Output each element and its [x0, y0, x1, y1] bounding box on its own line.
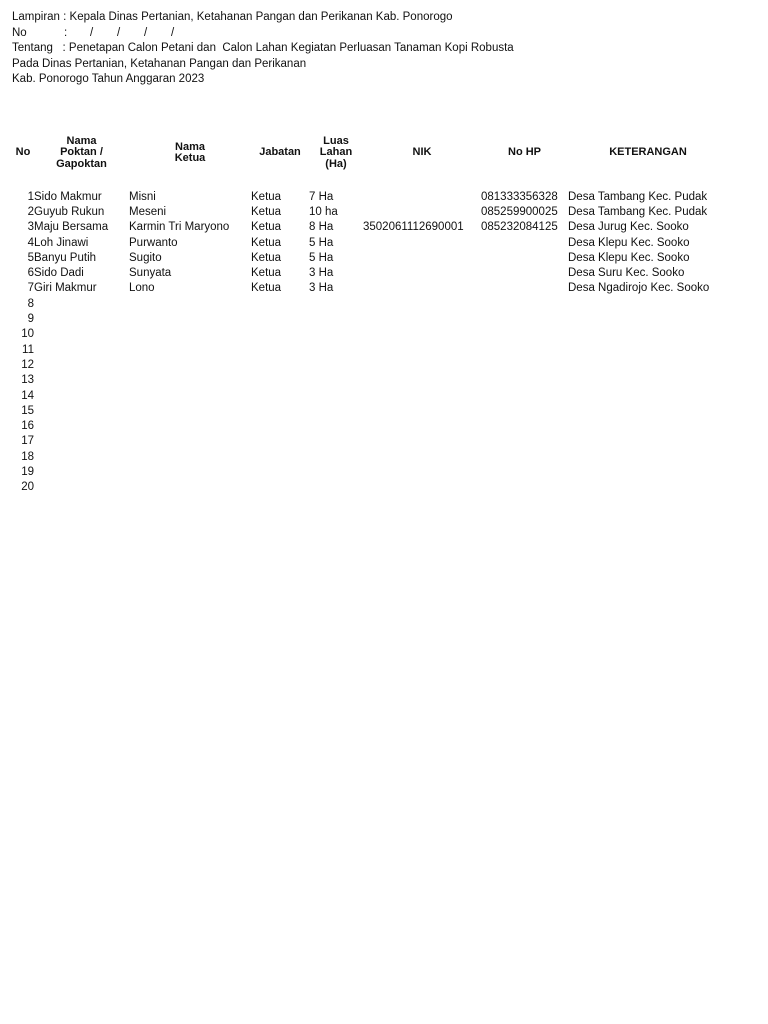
header-line: Ketua: [174, 152, 206, 164]
cell-luas-lahan: [309, 403, 363, 418]
cell-no: 8: [27, 297, 34, 310]
cell-nama-ketua: [129, 311, 251, 326]
nomor-slash: /: [117, 26, 121, 39]
lampiran-line: Lampiran : Kepala Dinas Pertanian, Ketahanan Pangan dan Perikanan Kab. Ponorogo: [12, 11, 453, 23]
cell-keterangan: Desa Suru Kec. Sooko: [568, 267, 685, 280]
cell-no: 18: [21, 450, 34, 463]
table-body: [12, 172, 728, 495]
cell-nama-ketua: [129, 480, 251, 495]
nomor-slash: /: [144, 26, 148, 39]
cell-nik: [363, 189, 481, 204]
cell-luas-lahan: [309, 388, 363, 403]
header-line: Nama: [175, 140, 205, 153]
nomor-slash: /: [90, 26, 94, 39]
cell-no-hp: 081333356328: [481, 190, 558, 203]
cell-jabatan: [251, 296, 309, 311]
cell-no: 16: [21, 420, 34, 433]
header-line: Poktan /: [60, 146, 103, 159]
cell-nama-ketua: [129, 388, 251, 403]
cell-luas-lahan: [309, 311, 363, 326]
table-row: [12, 296, 728, 311]
cell-nama-ketua: [129, 434, 251, 449]
cell-no-hp: [481, 281, 568, 296]
cell-keterangan: Desa Klepu Kec. Sooko: [568, 236, 690, 249]
cell-nama-poktan: Maju Bersama: [34, 221, 109, 234]
cell-nama-poktan: Sido Dadi: [34, 267, 84, 280]
table-row: [12, 434, 728, 449]
cell-nama-poktan: [34, 357, 129, 372]
cell-jabatan: Ketua: [251, 221, 282, 234]
cell-jabatan: Ketua: [251, 236, 282, 249]
cell-jabatan: [251, 434, 309, 449]
cell-nama-ketua: Karmin Tri Maryono: [129, 221, 230, 234]
cell-no-hp: [481, 388, 568, 403]
cell-no-hp: [481, 265, 568, 280]
table-row: [12, 220, 728, 235]
instansi-line: Pada Dinas Pertanian, Ketahanan Pangan dan Perikanan: [12, 57, 307, 70]
nomor-colon: :: [64, 26, 68, 39]
cell-no-hp: [481, 235, 568, 250]
table-row: [12, 480, 728, 495]
cell-jabatan: [251, 480, 309, 495]
cell-no-hp: [481, 311, 568, 326]
cell-nama-poktan: [34, 480, 129, 495]
cell-no: 12: [21, 358, 34, 371]
cell-luas-lahan: 10 ha: [309, 205, 338, 218]
cell-nama-poktan: Giri Makmur: [34, 282, 97, 295]
cell-no-hp: [481, 480, 568, 495]
cell-nik: [363, 235, 481, 250]
cell-jabatan: [251, 373, 309, 388]
col-header-keterangan: [568, 134, 728, 172]
cell-no-hp: [481, 327, 568, 342]
cell-jabatan: [251, 342, 309, 357]
cell-luas-lahan: [309, 480, 363, 495]
cell-keterangan: Desa Tambang Kec. Pudak: [568, 205, 708, 218]
cell-keterangan: [568, 388, 728, 403]
cell-no-hp: [481, 373, 568, 388]
cell-jabatan: Ketua: [251, 267, 282, 280]
cell-no: 15: [21, 404, 34, 417]
header-line: KETERANGAN: [609, 146, 687, 159]
table-row: [12, 235, 728, 250]
cell-nama-poktan: [34, 373, 129, 388]
cell-nama-ketua: Sugito: [129, 251, 162, 264]
cell-jabatan: Ketua: [251, 251, 282, 264]
cell-nama-poktan: Loh Jinawi: [34, 236, 89, 249]
table-spacer-row: [12, 172, 728, 189]
tentang-line: Tentang : Penetapan Calon Petani dan Calon Lahan Kegiatan Perluasan Tanaman Kopi Robusta: [12, 42, 514, 54]
header-line: Lahan: [319, 146, 353, 159]
header-line: No HP: [508, 146, 541, 159]
cell-keterangan: Desa Ngadirojo Kec. Sooko: [568, 282, 710, 295]
cell-no: 11: [22, 343, 34, 356]
cell-nik: [363, 281, 481, 296]
header-line: Luas: [323, 134, 349, 147]
cell-no-hp: [481, 250, 568, 265]
table-header-row: [12, 134, 728, 172]
cell-nama-poktan: Banyu Putih: [34, 251, 97, 264]
cell-no: 4: [27, 236, 34, 249]
col-header-luas-lahan: [309, 134, 363, 172]
cell-luas-lahan: 7 Ha: [309, 190, 334, 203]
cell-jabatan: [251, 327, 309, 342]
cell-no-hp: [481, 403, 568, 418]
cell-nama-ketua: [129, 373, 251, 388]
table-row: [12, 265, 728, 280]
cell-nama-poktan: [34, 464, 129, 479]
cell-jabatan: [251, 388, 309, 403]
col-header-no-hp: [481, 134, 568, 172]
cell-no-hp: [481, 357, 568, 372]
cell-nama-poktan: Guyub Rukun: [34, 205, 105, 218]
cell-keterangan: Desa Tambang Kec. Pudak: [568, 190, 708, 203]
table-row: [12, 250, 728, 265]
cell-nama-ketua: [129, 327, 251, 342]
cell-keterangan: Desa Klepu Kec. Sooko: [568, 251, 690, 264]
cell-nama-ketua: Misni: [129, 190, 156, 203]
col-header-no: [12, 134, 34, 172]
cell-no: 17: [21, 435, 34, 448]
cell-nama-ketua: Lono: [129, 282, 155, 295]
header-line: No: [15, 146, 31, 159]
cell-nik: [363, 373, 481, 388]
cell-luas-lahan: [309, 434, 363, 449]
nomor-line: [12, 26, 514, 42]
cell-keterangan: [568, 464, 728, 479]
cell-luas-lahan: [309, 342, 363, 357]
cell-nama-poktan: [34, 434, 129, 449]
header-line: NIK: [412, 146, 432, 159]
cell-nama-ketua: [129, 357, 251, 372]
cell-keterangan: [568, 434, 728, 449]
cell-no: 13: [21, 374, 34, 387]
header-line: Gapoktan: [56, 157, 107, 170]
cell-nama-poktan: [34, 418, 129, 433]
cell-nama-ketua: [129, 449, 251, 464]
cell-nama-ketua: [129, 403, 251, 418]
cell-keterangan: [568, 480, 728, 495]
cell-nama-ketua: Sunyata: [129, 267, 172, 280]
cell-no: 6: [27, 267, 34, 280]
cell-no: 20: [21, 481, 34, 494]
cell-nama-poktan: [34, 296, 129, 311]
cell-keterangan: [568, 342, 728, 357]
cell-nik: [363, 464, 481, 479]
cell-luas-lahan: 5 Ha: [309, 236, 334, 249]
cell-nama-ketua: [129, 342, 251, 357]
cell-nik: [363, 434, 481, 449]
cell-nik: [363, 449, 481, 464]
cell-luas-lahan: 3 Ha: [309, 267, 334, 280]
document-header: [12, 10, 514, 88]
table-row: [12, 204, 728, 219]
cell-nama-ketua: [129, 418, 251, 433]
col-header-jabatan: [251, 134, 309, 172]
cell-nama-poktan: Sido Makmur: [34, 190, 102, 203]
cell-no: 1: [27, 190, 34, 203]
cell-luas-lahan: [309, 464, 363, 479]
header-line: Jabatan: [259, 146, 301, 159]
cell-no: 7: [27, 282, 34, 295]
cell-keterangan: [568, 296, 728, 311]
cell-nik: [363, 480, 481, 495]
cell-keterangan: [568, 403, 728, 418]
cell-no: 10: [21, 328, 34, 341]
cell-nama-poktan: [34, 449, 129, 464]
col-header-nik: [363, 134, 481, 172]
cell-jabatan: [251, 403, 309, 418]
cell-nik: [363, 327, 481, 342]
cell-jabatan: [251, 464, 309, 479]
cell-nik: [363, 388, 481, 403]
table-row: [12, 311, 728, 326]
cell-jabatan: [251, 449, 309, 464]
cell-no: 14: [21, 389, 34, 402]
cell-nik: [363, 357, 481, 372]
table-row: [12, 342, 728, 357]
cell-nama-poktan: [34, 311, 129, 326]
cell-no: 3: [27, 221, 34, 234]
cell-nama-ketua: [129, 296, 251, 311]
cell-luas-lahan: [309, 449, 363, 464]
cell-nik: [363, 311, 481, 326]
cell-luas-lahan: 5 Ha: [309, 251, 334, 264]
cell-no-hp: [481, 296, 568, 311]
table-row: [12, 357, 728, 372]
cell-no-hp: 085232084125: [481, 221, 558, 234]
cell-nama-ketua: Meseni: [129, 205, 167, 218]
cell-nik: [363, 265, 481, 280]
calon-petani-table: [12, 134, 728, 495]
table-row: [12, 373, 728, 388]
nomor-label: No: [12, 26, 27, 39]
cell-nama-ketua: [129, 464, 251, 479]
cell-nama-poktan: [34, 403, 129, 418]
table-row: [12, 327, 728, 342]
table-row: [12, 449, 728, 464]
cell-keterangan: [568, 418, 728, 433]
table-row: [12, 464, 728, 479]
cell-keterangan: [568, 449, 728, 464]
cell-no: 19: [21, 465, 34, 478]
cell-jabatan: Ketua: [251, 282, 282, 295]
nomor-slash: /: [171, 26, 175, 39]
cell-nama-poktan: [34, 327, 129, 342]
cell-keterangan: [568, 357, 728, 372]
cell-luas-lahan: [309, 418, 363, 433]
cell-nik: [363, 403, 481, 418]
header-line: Nama: [66, 134, 97, 147]
cell-no: 9: [27, 313, 34, 326]
cell-keterangan: [568, 311, 728, 326]
cell-nik: [363, 342, 481, 357]
table-row: [12, 189, 728, 204]
cell-nik: [363, 418, 481, 433]
cell-no-hp: [481, 342, 568, 357]
col-header-nama-ketua: [129, 134, 251, 172]
cell-luas-lahan: [309, 296, 363, 311]
cell-no-hp: [481, 449, 568, 464]
cell-jabatan: [251, 418, 309, 433]
cell-nik: [363, 250, 481, 265]
cell-luas-lahan: 8 Ha: [309, 221, 334, 234]
cell-no: 5: [27, 251, 34, 264]
table-row: [12, 281, 728, 296]
col-header-nama-poktan: [34, 134, 129, 172]
cell-nik: 3502061112690001: [363, 221, 464, 234]
cell-nama-ketua: Purwanto: [129, 236, 178, 249]
cell-luas-lahan: [309, 373, 363, 388]
cell-nik: [363, 204, 481, 219]
cell-jabatan: [251, 311, 309, 326]
header-line: (Ha): [325, 157, 347, 170]
cell-keterangan: [568, 327, 728, 342]
table-row: [12, 418, 728, 433]
cell-jabatan: [251, 357, 309, 372]
cell-jabatan: Ketua: [251, 205, 282, 218]
cell-no-hp: 085259900025: [481, 205, 558, 218]
cell-no-hp: [481, 434, 568, 449]
cell-keterangan: Desa Jurug Kec. Sooko: [568, 221, 689, 234]
cell-no-hp: [481, 464, 568, 479]
cell-no: 2: [27, 205, 34, 218]
cell-no-hp: [481, 418, 568, 433]
cell-jabatan: Ketua: [251, 190, 282, 203]
cell-nik: [363, 296, 481, 311]
cell-luas-lahan: 3 Ha: [309, 282, 334, 295]
table-row: [12, 403, 728, 418]
cell-luas-lahan: [309, 327, 363, 342]
cell-keterangan: [568, 373, 728, 388]
cell-nama-poktan: [34, 388, 129, 403]
cell-nama-poktan: [34, 342, 129, 357]
tahun-anggaran-line: Kab. Ponorogo Tahun Anggaran 2023: [12, 73, 205, 85]
table-row: [12, 388, 728, 403]
cell-luas-lahan: [309, 357, 363, 372]
